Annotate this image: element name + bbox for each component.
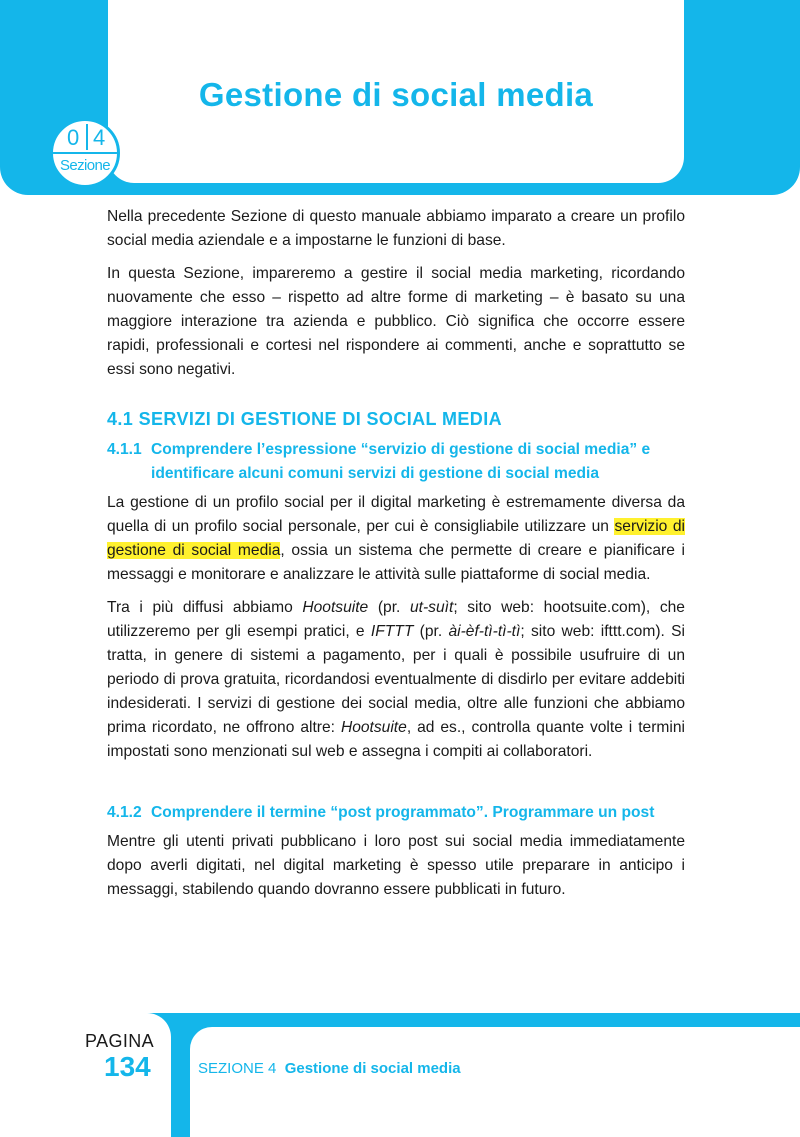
- italic-term: IFTTT: [370, 623, 414, 640]
- italic-term: Hootsuite: [302, 599, 369, 616]
- text-run: (pr.: [368, 599, 410, 616]
- intro-paragraph-2: In questa Sezione, impareremo a gestire il social media marketing, ricordando nuovamente che esso – rispetto ad altre forme di marketing – è basato su una maggiore interazione tra azienda e pubblico. Ciò significa che occorre essere rapidi, professionali e cortesi nel rispondere ai commenti, anche e soprattutto se essi sono negativi.: [107, 265, 685, 378]
- footer-section-title: Gestione di social media: [284, 1060, 461, 1077]
- paragraph-4: [107, 596, 685, 764]
- text-run: , ad es., controlla quante volte i termini impostati sono menzionati sul web e assegna i compiti ai collaboratori.: [107, 719, 685, 760]
- text-run: La gestione di un profilo social per il digital marketing è estremamente diversa da quella di un profilo social personale, per cui è consigliabile utilizzare un: [107, 494, 685, 535]
- highlighted-term: servizio di gestione di social media: [107, 518, 685, 559]
- main-content: [107, 205, 685, 911]
- subsection-heading-2: [107, 801, 685, 825]
- text-run: ; sito web: ifttt.com). Si tratta, in genere di sistemi a pagamento, per i quali è possibile usufruire di un periodo di prova gratuita, ricordandosi eventualmente di disdirlo per evitare addebiti indesiderati. I servizi di gestione dei social media, oltre alle funzioni che abbiamo prima ricordato, ne offrono altre:: [107, 623, 685, 736]
- italic-term: ut-suìt: [409, 599, 454, 616]
- subsection-number: 4.1.2: [107, 804, 142, 821]
- page-title: Gestione di social media: [198, 76, 594, 113]
- paragraph-5: Mentre gli utenti privati pubblicano i loro post sui social media immediatamente dopo averli digitati, nel digital marketing è spesso utile preparare in anticipo i messaggi, stabilendo quando dovranno essere pubblicati in futuro.: [107, 833, 685, 898]
- italic-term: Hootsuite: [340, 719, 407, 736]
- subsection-text: Comprendere l’espressione “servizio di gestione di social media” e identificare alcuni comuni servizi di gestione di social media: [151, 441, 651, 482]
- subsection-text: Comprendere il termine “post programmato”. Programmare un post: [151, 804, 655, 821]
- italic-term: ài-èf-tì-tì-tì: [448, 623, 521, 640]
- text-run: (pr.: [413, 623, 449, 640]
- page-number: 134: [104, 1051, 151, 1082]
- badge-digit-2: 4: [93, 125, 106, 150]
- badge-label: Sezione: [59, 157, 110, 174]
- badge-rule: [53, 152, 117, 154]
- text-run: ; sito web: hootsuite.com), che utilizzeremo per gli esempi pratici, e: [107, 599, 685, 640]
- footer-panel: [190, 1027, 800, 1137]
- title-box: [108, 0, 684, 183]
- running-footer: [198, 1060, 461, 1077]
- text-run: Tra i più diffusi abbiamo: [107, 599, 303, 616]
- text-run: , ossia un sistema che permette di creare e pianificare i messaggi e monitorare e analizzare le attività sulle piattaforme di social media.: [107, 542, 685, 583]
- subsection-number: 4.1.1: [107, 441, 142, 458]
- page-label: PAGINA: [85, 1031, 155, 1051]
- intro-paragraph-1: Nella precedente Sezione di questo manuale abbiamo imparato a creare un profilo social media aziendale e a impostarne le funzioni di base.: [107, 208, 685, 249]
- paragraph-3: [107, 491, 685, 587]
- footer-section-label: SEZIONE 4: [198, 1060, 277, 1077]
- badge-divider: [86, 124, 88, 150]
- badge-digit-1: 0: [67, 125, 80, 150]
- subsection-heading-1: [107, 438, 685, 486]
- section-badge: [50, 118, 120, 188]
- section-heading: 4.1 SERVIZI DI GESTIONE DI SOCIAL MEDIA: [107, 409, 503, 429]
